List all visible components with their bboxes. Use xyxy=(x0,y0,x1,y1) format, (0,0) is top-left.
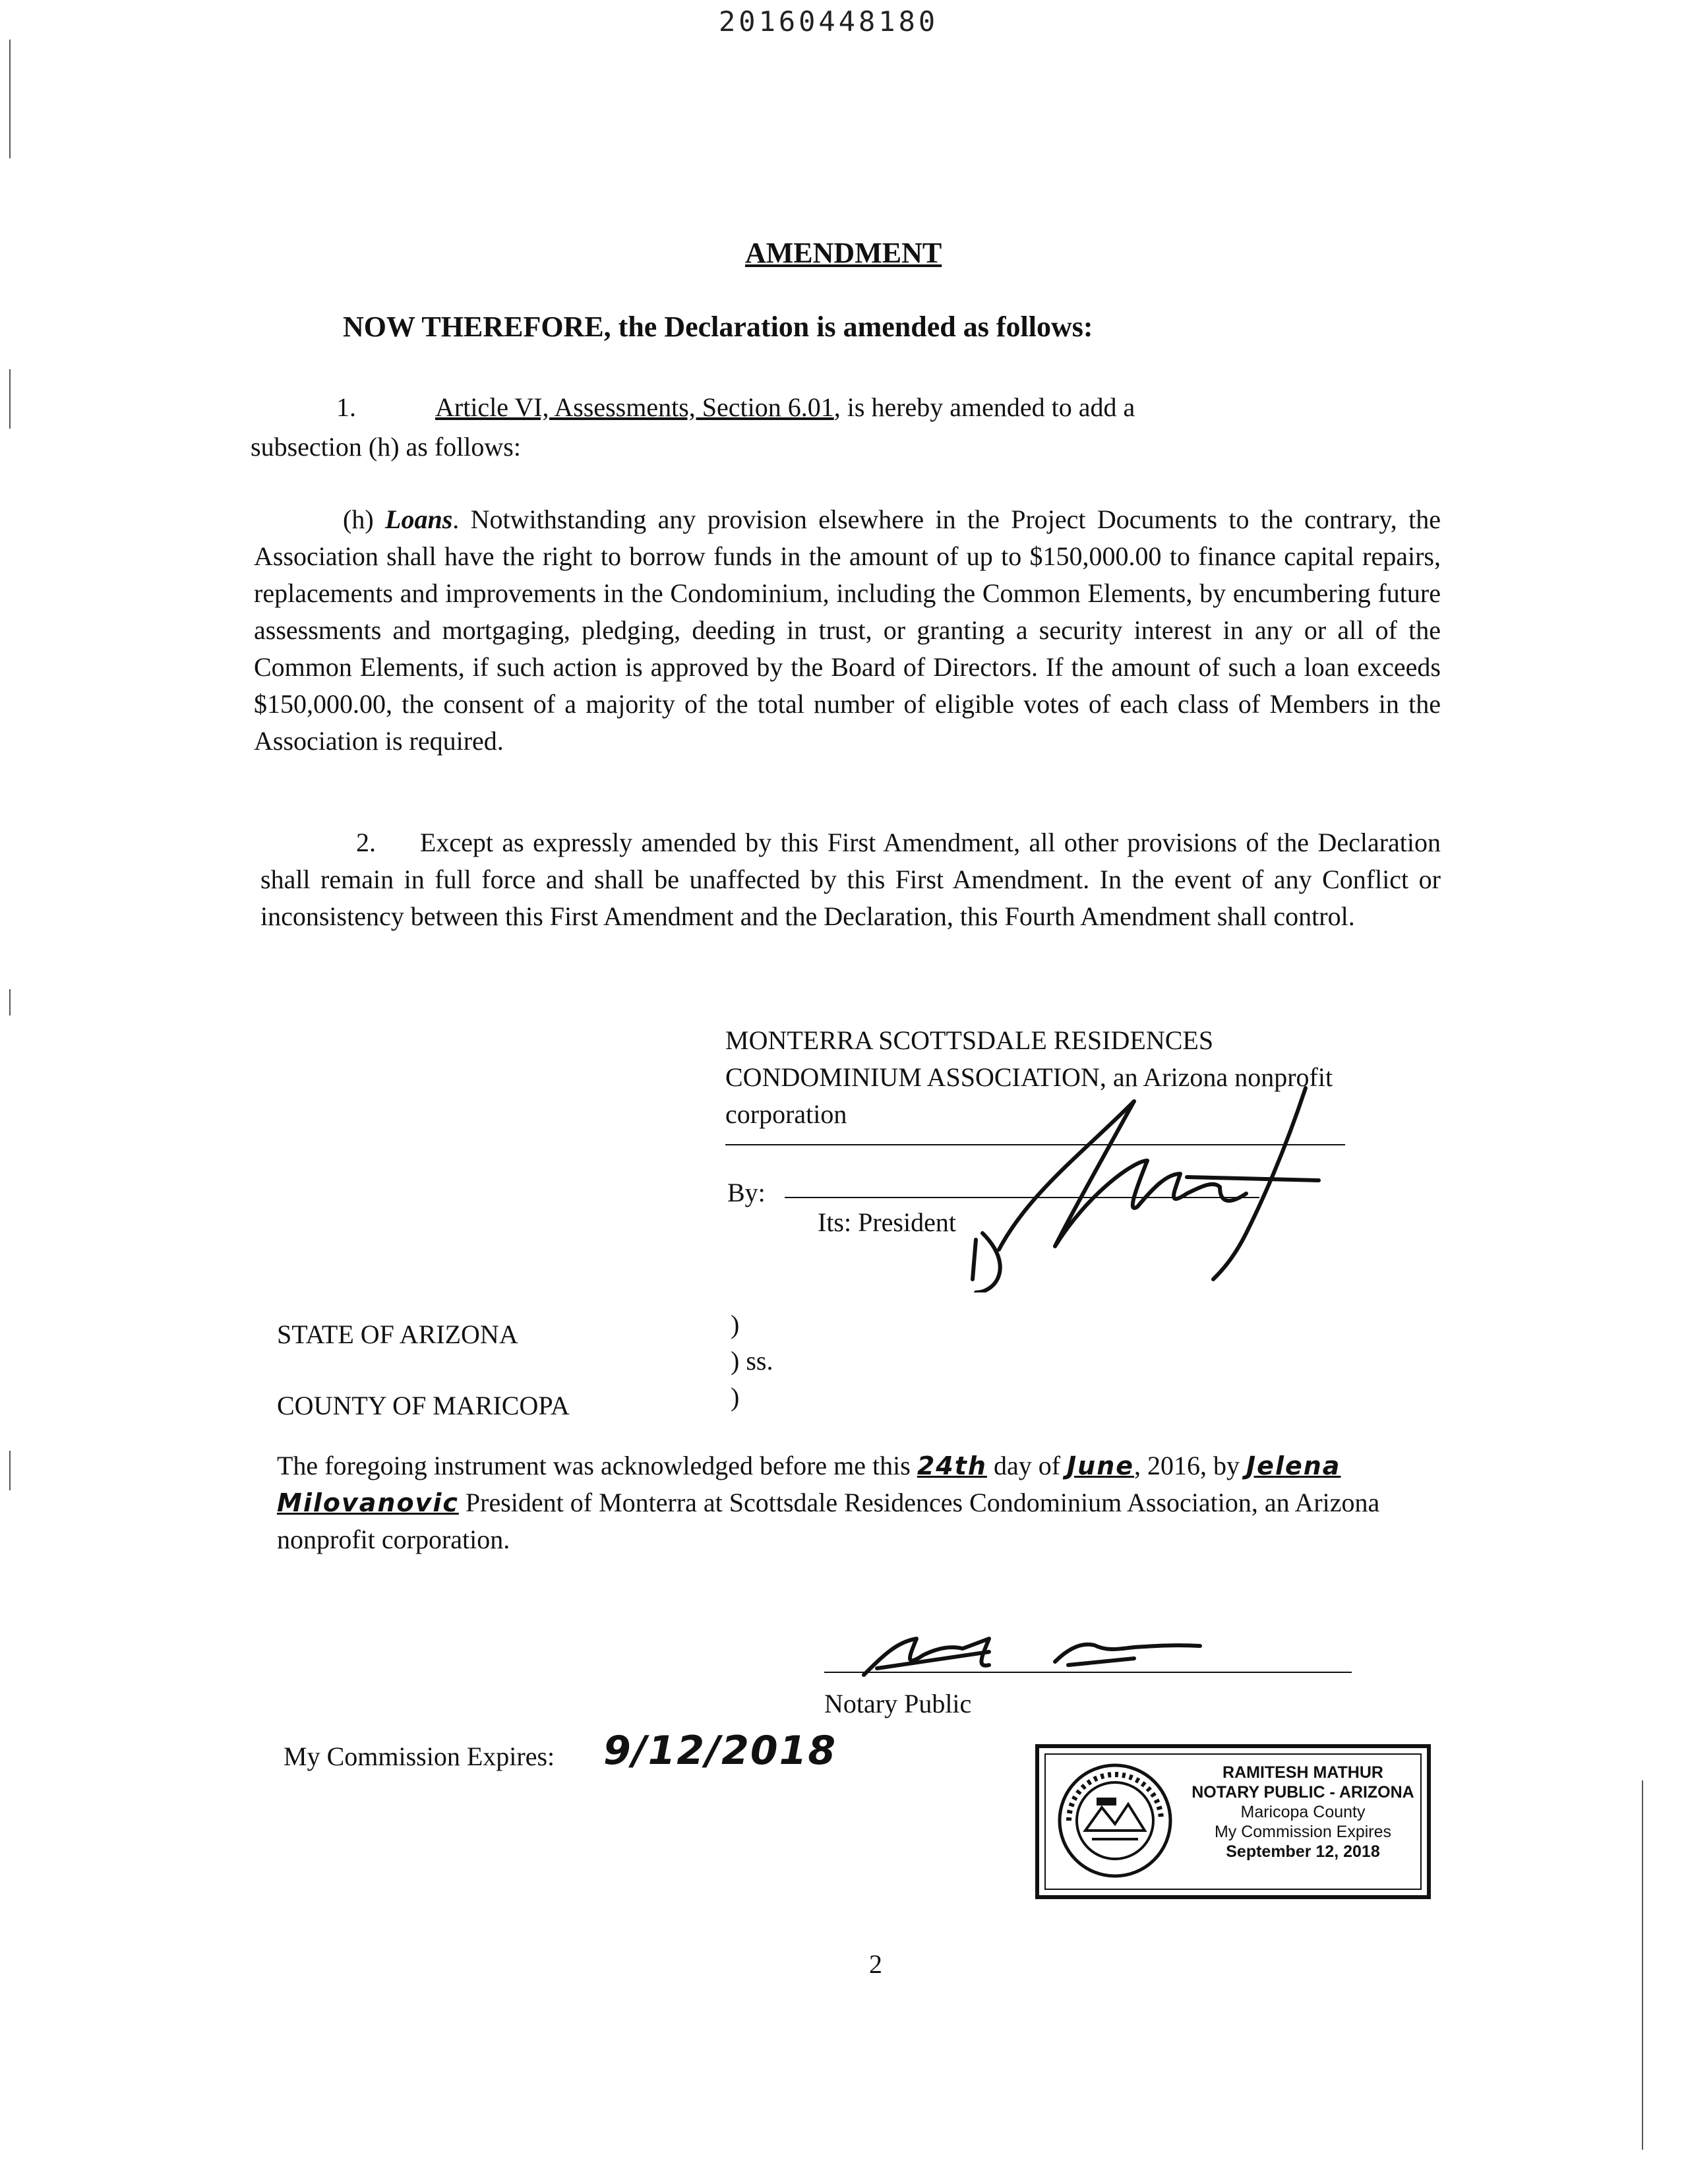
item-1-line xyxy=(336,389,1358,426)
commission-expires-date: 9/12/2018 xyxy=(603,1728,837,1774)
association-line-2: CONDOMINIUM ASSOCIATION, an Arizona nonprofit xyxy=(725,1062,1333,1092)
item-1-continuation: subsection (h) as follows: xyxy=(251,432,521,462)
venue-bracket-ss: ) ss. xyxy=(731,1346,773,1376)
stamp-expires-label: My Commission Expires xyxy=(1214,1823,1392,1841)
item-1-text: , is hereby amended to add a xyxy=(833,392,1135,422)
ack-text-2: day of xyxy=(986,1451,1068,1480)
item-2-text: Except as expressly amended by this First Amendment, all other provisions of the Declaration shall remain in full force and shall be unaffected by this First Amendment. In the event of any Conflict or inconsistency between this First Amendment and the Declaration, this Fourth Amendment shall control. xyxy=(260,828,1441,931)
notary-signature-line xyxy=(824,1672,1352,1673)
stamp-county: Maricopa County xyxy=(1240,1803,1366,1821)
county-label: COUNTY OF MARICOPA xyxy=(277,1391,570,1420)
subsection-h-label: (h) xyxy=(343,504,374,534)
intro-statement: NOW THEREFORE, the Declaration is amended as follows: xyxy=(343,311,1093,343)
item-1-reference: Article VI, Assessments, Section 6.01 xyxy=(435,392,834,422)
ack-text-4: President of Monterra at Scottsdale Residences Condominium Association, an Arizona nonprofit corporation. xyxy=(277,1488,1380,1554)
scan-margin-mark xyxy=(9,989,11,1016)
acknowledgment-paragraph xyxy=(277,1447,1444,1558)
by-label: By: xyxy=(727,1178,766,1207)
scan-margin-mark xyxy=(1642,1780,1643,2150)
notary-signature xyxy=(857,1629,1226,1688)
commission-expires-label: My Commission Expires: xyxy=(284,1742,555,1771)
scan-margin-mark xyxy=(9,1451,11,1490)
notary-public-label: Notary Public xyxy=(824,1689,972,1718)
ack-text-1: The foregoing instrument was acknowledged before me this xyxy=(277,1451,917,1480)
subsection-h-text: . Notwithstanding any provision elsewhere in the Project Documents to the contrary, the Association shall have the right to borrow funds in the amount of up to $150,000.00 to finance capital repairs, replacements and improvements in the Condominium, including the Common Elements, by encumbering future assessments and mortgaging, pledging, deeding in trust, or granting a security interest in any or all of the Common Elements, if such action is approved by the Board of Directors. If the amount of such a loan exceeds $150,000.00, the consent of a majority of the total number of eligible votes of each class of Members in the Association is required. xyxy=(254,504,1441,756)
recording-number: 20160448180 xyxy=(719,5,939,38)
item-2-number: 2. xyxy=(356,828,376,857)
scan-margin-mark xyxy=(9,369,11,429)
ack-day-handwritten: 24th xyxy=(917,1451,987,1480)
state-label: STATE OF ARIZONA xyxy=(277,1320,518,1349)
ack-text-3: , 2016, by xyxy=(1134,1451,1247,1480)
subsection-h-paragraph xyxy=(254,501,1441,760)
scan-margin-mark xyxy=(9,40,11,158)
notary-stamp xyxy=(1035,1744,1431,1899)
notary-stamp-text xyxy=(1178,1763,1428,1862)
its-title-label: Its: President xyxy=(818,1207,956,1237)
stamp-notary-name: RAMITESH MATHUR xyxy=(1222,1763,1383,1782)
venue-bracket-top: ) xyxy=(731,1310,740,1339)
stamp-notary-title: NOTARY PUBLIC - ARIZONA xyxy=(1191,1783,1414,1802)
venue-bracket-bottom: ) xyxy=(731,1382,740,1412)
association-line-1: MONTERRA SCOTTSDALE RESIDENCES xyxy=(725,1025,1214,1055)
president-signature xyxy=(936,1081,1345,1292)
document-title: AMENDMENT xyxy=(745,237,942,269)
ack-month-handwritten: June xyxy=(1067,1451,1135,1480)
stamp-expires-date: September 12, 2018 xyxy=(1226,1842,1380,1861)
item-2-paragraph xyxy=(260,824,1441,935)
state-seal-icon xyxy=(1056,1761,1174,1880)
page-number: 2 xyxy=(869,1949,882,1979)
subsection-h-heading: Loans xyxy=(385,504,453,534)
ack-name-handwritten: Jelena Milovanovic xyxy=(277,1451,1341,1517)
item-1-number: 1. xyxy=(336,392,356,422)
association-line-3: corporation xyxy=(725,1099,847,1129)
